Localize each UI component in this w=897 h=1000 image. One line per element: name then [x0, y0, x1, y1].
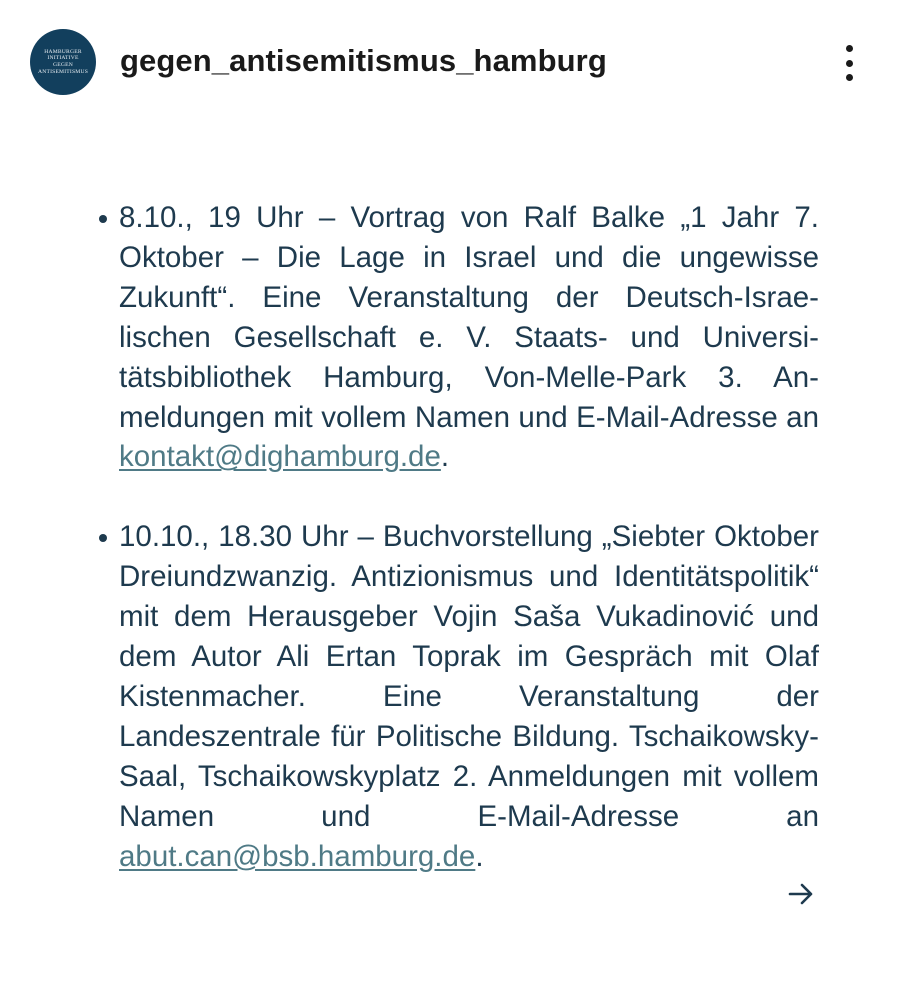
email-link[interactable]: abut.can@bsb.hamburg.de: [119, 839, 476, 873]
username-link[interactable]: gegen_antisemitismus_hamburg: [120, 43, 607, 78]
avatar-text-line: HAMBURGER: [44, 48, 82, 55]
email-link[interactable]: kontakt@dighamburg.de: [119, 440, 441, 474]
avatar-text-line: INITIATIVE: [47, 55, 79, 62]
more-options-button[interactable]: [834, 40, 864, 86]
post-content: [99, 198, 819, 917]
more-vertical-icon: [846, 74, 853, 81]
event-text-end: .: [475, 839, 484, 873]
event-text: 10.10., 18.30 Uhr – Buchvorstellung „Siebter Oktober Dreiundzwanzig. Antizionismus und Identitätspolitik“ mit dem Herausgeber Vojin Saša Vukadinović und dem Autor Ali Ertan Toprak im Gespräch mit Olaf Kistenmacher. Eine Veranstaltung der Landeszentrale für Politische Bildung. Tschaikowsky-Saal, Tschaikowskyplatz 2. Anmeldungen mit vollem Namen und E-Mail-Adresse an: [119, 520, 819, 833]
event-text-end: .: [440, 440, 450, 474]
arrow-right-icon[interactable]: [787, 880, 815, 908]
post-header: [0, 0, 897, 124]
event-list-item: [99, 198, 819, 477]
event-text: 8.10., 19 Uhr – Vortrag von Ralf Balke „1 Jahr 7. Oktober – Die Lage in Israel und die ungewisse Zukunft“. Eine Veranstaltung der Deutsch-Israelischen Gesellschaft e. V. Staats- und Universitätsbibliothek Hamburg, Von-Melle-Park 3. Anmeldungen mit vollem Namen und E-Mail-Adresse an: [119, 201, 819, 434]
more-vertical-icon: [846, 45, 853, 52]
event-list-item: [99, 517, 819, 876]
avatar-text-line: ANTISEMITISMUS: [37, 68, 89, 75]
bullet-icon: [99, 215, 107, 223]
more-vertical-icon: [846, 60, 853, 67]
avatar-text-line: GEGEN: [53, 62, 73, 68]
avatar[interactable]: [30, 29, 96, 95]
bullet-icon: [99, 534, 107, 542]
